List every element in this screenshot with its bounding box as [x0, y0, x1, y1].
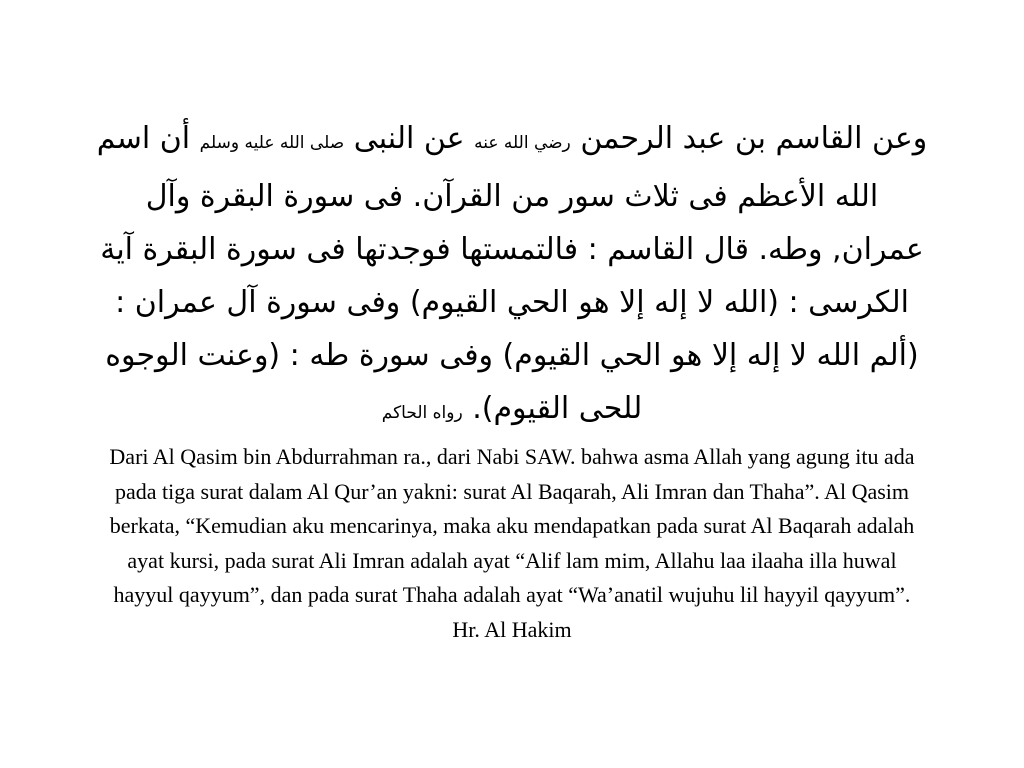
arabic-body: أن اسم الله الأعظم فى ثلاث سور من القرآن. فى سورة البقرة وآل عمران, وطه. قال القاسم : فالتمستها فوجدتها فى سورة البقرة آية الكرسى : (الله لا إله إلا هو الحي القيوم) وفى سورة آل عمران : (ألم الله لا إله إلا هو الحي القيوم) وفى سورة طه : (وعنت الوجوه للحى القيوم).	[96, 121, 924, 426]
arabic-narrator: رواه الحاكم	[381, 403, 463, 423]
arabic-salawat: صلى الله عليه وسلم	[199, 133, 345, 153]
arabic-intro: وعن القاسم بن عبد الرحمن	[580, 121, 928, 156]
indonesian-translation: Dari Al Qasim bin Abdurrahman ra., dari Nabi SAW. bahwa asma Allah yang agung itu ada pada tiga surat dalam Al Qur’an yakni: surat Al Baqarah, Ali Imran dan Thaha”. Al Qasim berkata, “Kemudian aku mencarinya, maka aku mendapatkan pada surat Al Baqarah adalah ayat kursi, pada surat Ali Imran adalah ayat “Alif lam mim, Allahu laa ilaaha illa huwal hayyul qayyum”, dan pada surat Thaha adalah ayat “Wa’anatil wujuhu lil hayyil qayyum”. Hr. Al Hakim	[109, 444, 915, 642]
arabic-honorific-ra: رضي الله عنه	[474, 133, 571, 153]
arabic-hadith-text	[96, 112, 928, 440]
arabic-from-prophet: عن النبى	[353, 121, 465, 156]
